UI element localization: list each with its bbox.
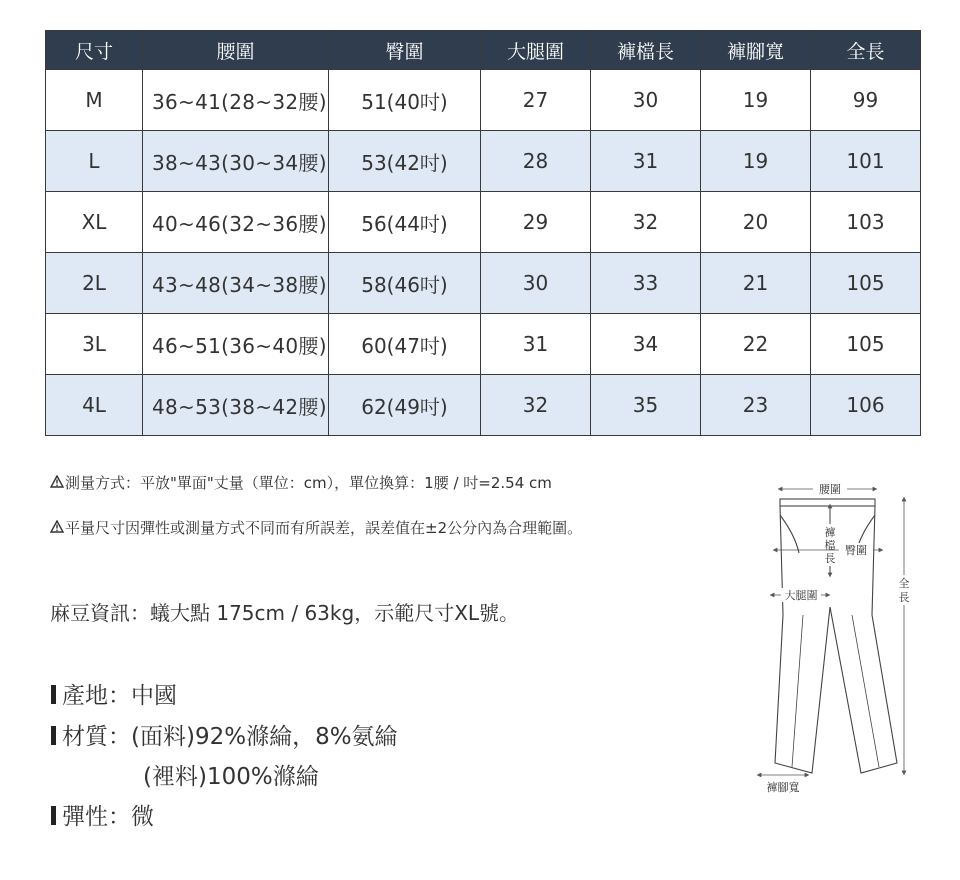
cell-hip: 60(47吋) bbox=[329, 314, 481, 375]
table-row bbox=[46, 314, 921, 375]
table-row bbox=[46, 131, 921, 192]
label-thigh: 大腿圍 bbox=[784, 589, 818, 602]
header-hip: 臀圍 bbox=[329, 31, 481, 70]
spec-material-lining: (裡料)100%滌綸 bbox=[143, 764, 319, 790]
table-row bbox=[46, 375, 921, 436]
label-full-length-1: 全 bbox=[898, 577, 910, 590]
cell-length: 106 bbox=[811, 375, 921, 436]
cell-size: 3L bbox=[46, 314, 143, 375]
cell-length: 105 bbox=[811, 314, 921, 375]
header-rise: 褲檔長 bbox=[591, 31, 701, 70]
cell-hip: 56(44吋) bbox=[329, 192, 481, 253]
warning-triangle-icon bbox=[50, 519, 64, 537]
cell-rise: 30 bbox=[591, 70, 701, 131]
cell-thigh: 31 bbox=[481, 314, 591, 375]
cell-hem: 23 bbox=[701, 375, 811, 436]
measurement-note bbox=[50, 472, 552, 493]
spec-origin bbox=[51, 677, 177, 710]
cell-rise: 34 bbox=[591, 314, 701, 375]
cell-size: M bbox=[46, 70, 143, 131]
cell-hem: 20 bbox=[701, 192, 811, 253]
tolerance-note bbox=[50, 517, 582, 538]
header-size: 尺寸 bbox=[46, 31, 143, 70]
cell-size: XL bbox=[46, 192, 143, 253]
label-hip: 臀圍 bbox=[845, 544, 867, 557]
cell-hip: 58(46吋) bbox=[329, 253, 481, 314]
measurement-note-text: 測量方式：平放"單面"丈量（單位：cm），單位換算：1腰 / 吋=2.54 cm bbox=[65, 474, 552, 492]
cell-length: 103 bbox=[811, 192, 921, 253]
table-header-row bbox=[46, 31, 921, 70]
label-hem: 褲腳寬 bbox=[766, 781, 800, 794]
cell-hem: 21 bbox=[701, 253, 811, 314]
cell-thigh: 29 bbox=[481, 192, 591, 253]
size-chart-table bbox=[45, 30, 921, 436]
table-row bbox=[46, 253, 921, 314]
cell-size: 4L bbox=[46, 375, 143, 436]
spec-origin-text: 產地：中國 bbox=[62, 683, 177, 709]
model-info: 麻豆資訊：蟻大點 175cm / 63kg，示範尺寸XL號。 bbox=[50, 601, 520, 625]
spec-material bbox=[51, 718, 398, 751]
label-rise-2: 檔 bbox=[824, 539, 836, 552]
header-thigh: 大腿圍 bbox=[481, 31, 591, 70]
cell-rise: 33 bbox=[591, 253, 701, 314]
cell-hip: 51(40吋) bbox=[329, 70, 481, 131]
cell-thigh: 32 bbox=[481, 375, 591, 436]
cell-hip: 62(49吋) bbox=[329, 375, 481, 436]
pants-measurement-diagram bbox=[755, 475, 915, 800]
table-row bbox=[46, 70, 921, 131]
spec-bullet-bar bbox=[51, 685, 56, 704]
spec-material-text: 材質：(面料)92%滌綸，8%氨綸 bbox=[62, 724, 398, 750]
table-row bbox=[46, 192, 921, 253]
cell-waist: 46~51(36~40腰) bbox=[143, 314, 329, 375]
header-length: 全長 bbox=[811, 31, 921, 70]
warning-triangle-icon bbox=[50, 474, 64, 492]
spec-elasticity-text: 彈性：微 bbox=[62, 804, 154, 830]
cell-thigh: 30 bbox=[481, 253, 591, 314]
cell-size: L bbox=[46, 131, 143, 192]
cell-hem: 19 bbox=[701, 131, 811, 192]
label-waist: 腰圍 bbox=[819, 483, 841, 496]
cell-hem: 22 bbox=[701, 314, 811, 375]
spec-bullet-bar bbox=[51, 806, 56, 825]
cell-hip: 53(42吋) bbox=[329, 131, 481, 192]
spec-bullet-bar bbox=[51, 726, 56, 745]
cell-waist: 38~43(30~34腰) bbox=[143, 131, 329, 192]
cell-length: 99 bbox=[811, 70, 921, 131]
cell-thigh: 27 bbox=[481, 70, 591, 131]
label-rise-1: 褲 bbox=[824, 526, 836, 539]
cell-hem: 19 bbox=[701, 70, 811, 131]
cell-waist: 36~41(28~32腰) bbox=[143, 70, 329, 131]
header-hem: 褲腳寬 bbox=[701, 31, 811, 70]
cell-length: 105 bbox=[811, 253, 921, 314]
tolerance-note-text: 平量尺寸因彈性或測量方式不同而有所誤差，誤差值在±2公分內為合理範圍。 bbox=[65, 519, 583, 537]
cell-rise: 32 bbox=[591, 192, 701, 253]
spec-elasticity bbox=[51, 798, 154, 831]
label-rise-3: 長 bbox=[824, 552, 836, 565]
cell-length: 101 bbox=[811, 131, 921, 192]
label-full-length-2: 長 bbox=[898, 591, 910, 604]
cell-waist: 40~46(32~36腰) bbox=[143, 192, 329, 253]
cell-rise: 31 bbox=[591, 131, 701, 192]
header-waist: 腰圍 bbox=[143, 31, 329, 70]
cell-rise: 35 bbox=[591, 375, 701, 436]
cell-thigh: 28 bbox=[481, 131, 591, 192]
cell-waist: 43~48(34~38腰) bbox=[143, 253, 329, 314]
cell-waist: 48~53(38~42腰) bbox=[143, 375, 329, 436]
cell-size: 2L bbox=[46, 253, 143, 314]
